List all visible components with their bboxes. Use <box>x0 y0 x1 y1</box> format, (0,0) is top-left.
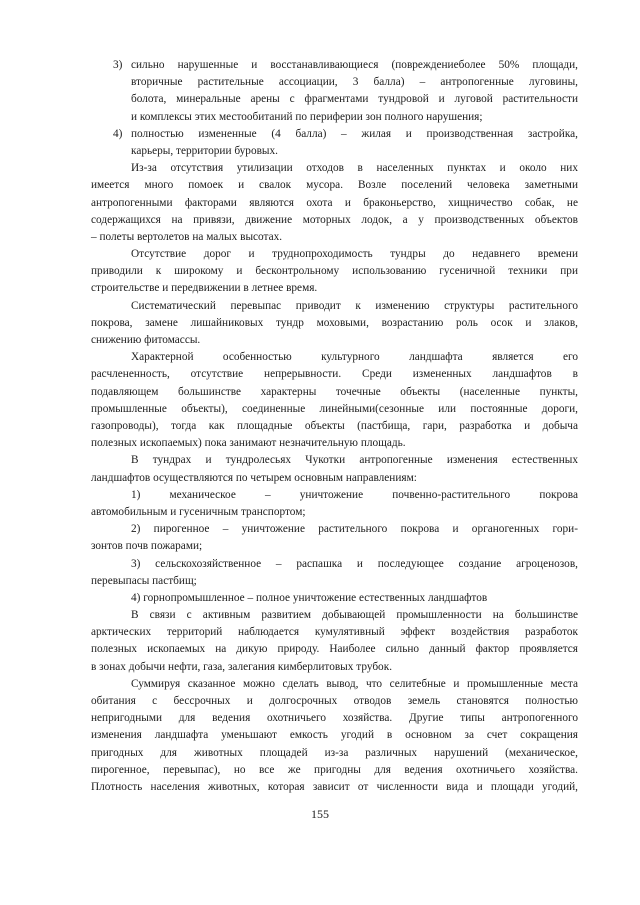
text-line: зонтов почв пожарами; <box>91 540 203 552</box>
text-line: Систематический перевыпас приводит к изменению структуры растительного <box>131 300 578 312</box>
text-line: 3) сельскохозяйственное – распашка и последующее создание агроценозов, <box>131 558 578 570</box>
text-line: Характерной особенностью культурного ландшафта является его <box>131 351 578 363</box>
text-line: содержащихся на привязи, движение моторных лодок, а у производственных объектов <box>91 214 578 226</box>
text-line: непригодными для ведения охотничьего хозяйства. Другие типы антропогенного <box>91 712 578 724</box>
text-line: 1) механическое – уничтожение почвенно-растительного покрова <box>131 489 578 501</box>
text-line: покрова, замене лишайниковых тундр моховыми, возрастанию роль осок и злаков, <box>91 317 578 329</box>
text-line: пирогенное, перевыпас), но все же пригодны для ведения охотничьего хозяйства. <box>91 764 578 776</box>
text-line: расчлененность, отсутствие непрерывности. Среди измененных ландшафтов в <box>91 368 578 380</box>
text-line: арктических территорий наблюдается кумулятивный эффект воздействия разработок <box>91 626 578 638</box>
text-line: вторичные растительные ассоциации, 3 балла) – антропогенные луговины, <box>131 76 578 88</box>
text-line: строительстве и передвижении в летнее время. <box>91 282 318 294</box>
text-line: – полеты вертолетов на малых высотах. <box>91 231 283 243</box>
list-number: 3) <box>113 59 123 71</box>
text-line: сильно нарушенные и восстанавливающиеся (повреждениеболее 50% площади, <box>131 59 578 71</box>
text-line: полезных ископаемых на дикую природу. Наиболее сильно данный фактор проявляется <box>91 643 578 655</box>
text-line: в зонах добычи нефти, газа, залегания кимберлитовых трубок. <box>91 661 393 673</box>
text-line: 4) горнопромышленное – полное уничтожение естественных ландшафтов <box>131 592 488 604</box>
text-line: и комплексы этих местообитаний по периферии зон полного нарушения; <box>131 111 483 123</box>
text-line: полностью измененные (4 балла) – жилая и производственная застройка, <box>131 128 578 140</box>
text-line: промышленные объекты), соединенные линейными(сезонные или постоянные дороги, <box>91 403 578 415</box>
text-line: Плотность населения животных, которая зависит от численности вида и площади угодий, <box>91 781 578 793</box>
text-line: приводили к широкому и бесконтрольному использованию гусеничной техники при <box>91 265 578 277</box>
page-number: 155 <box>311 807 329 821</box>
text-line: карьеры, территории буровых. <box>131 145 278 157</box>
list-number: 4) <box>113 128 123 140</box>
text-line: имеется много помоек и свалок мусора. Возле поселений человека заметными <box>91 179 578 191</box>
text-line: перевыпасы пастбищ; <box>91 575 197 587</box>
text-line: газопроводы), тогда как площадные объекты (пастбища, гари, разработка и добыча <box>91 420 578 432</box>
text-line: подавляющем большинстве характерны точечные объекты (населенные пункты, <box>91 386 578 398</box>
text-line: пригодных для животных площадей из-за различных нарушений (механическое, <box>91 747 578 759</box>
text-line: снижению фитомассы. <box>91 334 201 346</box>
text-line: полезных ископаемых) пока занимают незначительную площадь. <box>91 437 406 449</box>
text-line: Отсутствие дорог и труднопроходимость тундры до недавнего времени <box>131 248 578 260</box>
text-line: обитания с бессрочных и долгосрочных отводов земель становятся полностью <box>91 695 578 707</box>
text-line: антропогенными факторами являются охота и браконьерство, хищничество собак, не <box>91 197 578 209</box>
text-line: болота, минеральные арены с фрагментами тундровой и луговой растительности <box>131 93 578 105</box>
text-line: Суммируя сказанное можно сделать вывод, что селитебные и промышленные места <box>131 678 578 690</box>
text-line: изменения ландшафта уменьшают емкость угодий в основном за счет сокращения <box>91 729 578 741</box>
text-line: В связи с активным развитием добывающей промышленности на большинстве <box>131 609 578 621</box>
text-line: автомобильным и гусеничным транспортом; <box>91 506 306 518</box>
text-line: 2) пирогенное – уничтожение растительного покрова и органогенных гори- <box>131 523 578 535</box>
text-line: В тундрах и тундролесьях Чукотки антропогенные изменения естественных <box>131 454 578 466</box>
text-line: Из-за отсутствия утилизации отходов в населенных пунктах и около них <box>131 162 578 174</box>
text-line: ландшафтов осуществляются по четырем основным направлениям: <box>91 472 417 484</box>
